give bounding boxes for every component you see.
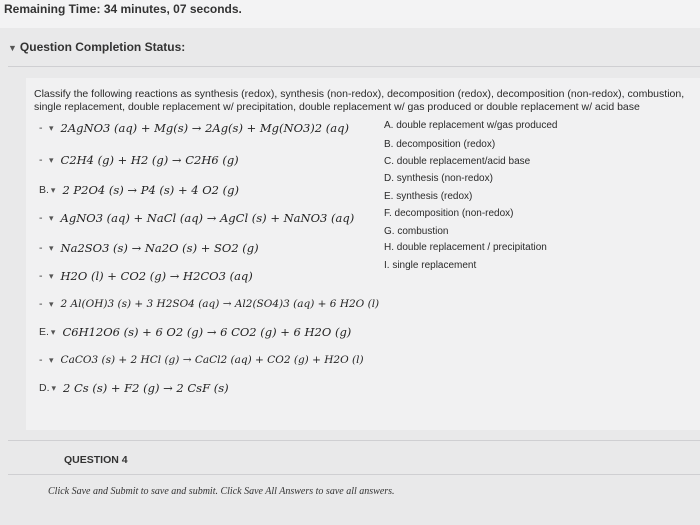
chevron-down-icon: ▾ [49,122,54,133]
equation: AgNO3 (aq) + NaCl (aq) → AgCl (s) + NaNO3 (aq) [60,211,355,225]
question-row [36,208,354,228]
answer-option: A. double replacement w/gas produced [384,120,558,131]
collapse-icon: ▼ [8,43,17,53]
answer-select[interactable]: - ▾ [39,354,54,366]
equation: 2 Cs (s) + F2 (g) → 2 CsF (s) [63,381,229,395]
question-row [36,118,349,138]
chevron-down-icon: ▾ [49,270,54,281]
answer-option: G. combustion [384,226,449,237]
answer-option: D. synthesis (non-redox) [384,173,493,184]
answer-select[interactable]: - ▾ [39,212,54,224]
chevron-down-icon: ▾ [49,212,54,223]
equation: CaCO3 (s) + 2 HCl (g) → CaCl2 (aq) + CO2 (g) + H2O (l) [60,354,364,366]
question-row [36,150,239,170]
chevron-down-icon: ▾ [50,326,56,337]
answer-select[interactable]: - ▾ [39,242,54,254]
chevron-down-icon: ▾ [51,382,57,393]
equation: 2 Al(OH)3 (s) + 3 H2SO4 (aq) → Al2(SO4)3 (aq) + 6 H2O (l) [60,298,380,310]
answer-option: B. decomposition (redox) [384,139,496,150]
equation: C2H4 (g) + H2 (g) → C2H6 (g) [60,153,239,167]
answer-select[interactable]: E. ▾ [39,326,56,338]
chevron-down-icon: ▾ [49,154,54,165]
question-row [36,378,229,398]
question-4-heading: QUESTION 4 [64,454,128,466]
question-row [36,322,351,342]
chevron-down-icon: ▾ [49,354,54,365]
chevron-down-icon: ▾ [49,242,54,253]
answer-option: H. double replacement / precipitation [384,242,547,253]
question-row [36,180,239,200]
answer-option: I. single replacement [384,260,477,271]
answer-select[interactable]: - ▾ [39,298,54,310]
question-row [36,238,259,258]
answer-select[interactable]: - ▾ [39,154,54,166]
equation: C6H12O6 (s) + 6 O2 (g) → 6 CO2 (g) + 6 H2O (g) [62,325,352,339]
answer-select[interactable]: - ▾ [39,122,54,134]
question-row [36,350,364,370]
remaining-time: Remaining Time: 34 minutes, 07 seconds. [4,2,242,16]
answer-option: F. decomposition (non-redox) [384,208,514,219]
instructions: Classify the following reactions as synthesis (redox), synthesis (non-redox), decomposition (redox), decomposition (non-redox), combustion, single replacement, double replacement w/ precipitation, double replacement w/ gas produced or double replacement w/ acid base [34,88,685,113]
divider [8,66,700,67]
answer-option: E. synthesis (redox) [384,191,473,202]
equation: H2O (l) + CO2 (g) → H2CO3 (aq) [60,269,253,283]
chevron-down-icon: ▾ [49,298,54,309]
divider [8,474,700,475]
answer-option: C. double replacement/acid base [384,156,531,167]
question-row [36,266,253,286]
answer-select[interactable]: D. ▾ [39,382,57,394]
answer-select[interactable]: - ▾ [39,270,54,282]
save-instructions: Click Save and Submit to save and submit. Click Save All Answers to save all answers. [48,486,395,497]
equation: Na2SO3 (s) → Na2O (s) + SO2 (g) [60,241,259,255]
question-completion-status-toggle[interactable]: ▼ Question Completion Status: [8,40,186,54]
timer-bar [0,0,700,28]
equation: 2 P2O4 (s) → P4 (s) + 4 O2 (g) [62,183,239,197]
divider [8,440,700,441]
answer-select[interactable]: B. ▾ [39,184,56,196]
equation: 2AgNO3 (aq) + Mg(s) → 2Ag(s) + Mg(NO3)2 (aq) [60,121,349,135]
question-row [36,294,379,314]
chevron-down-icon: ▾ [50,184,56,195]
